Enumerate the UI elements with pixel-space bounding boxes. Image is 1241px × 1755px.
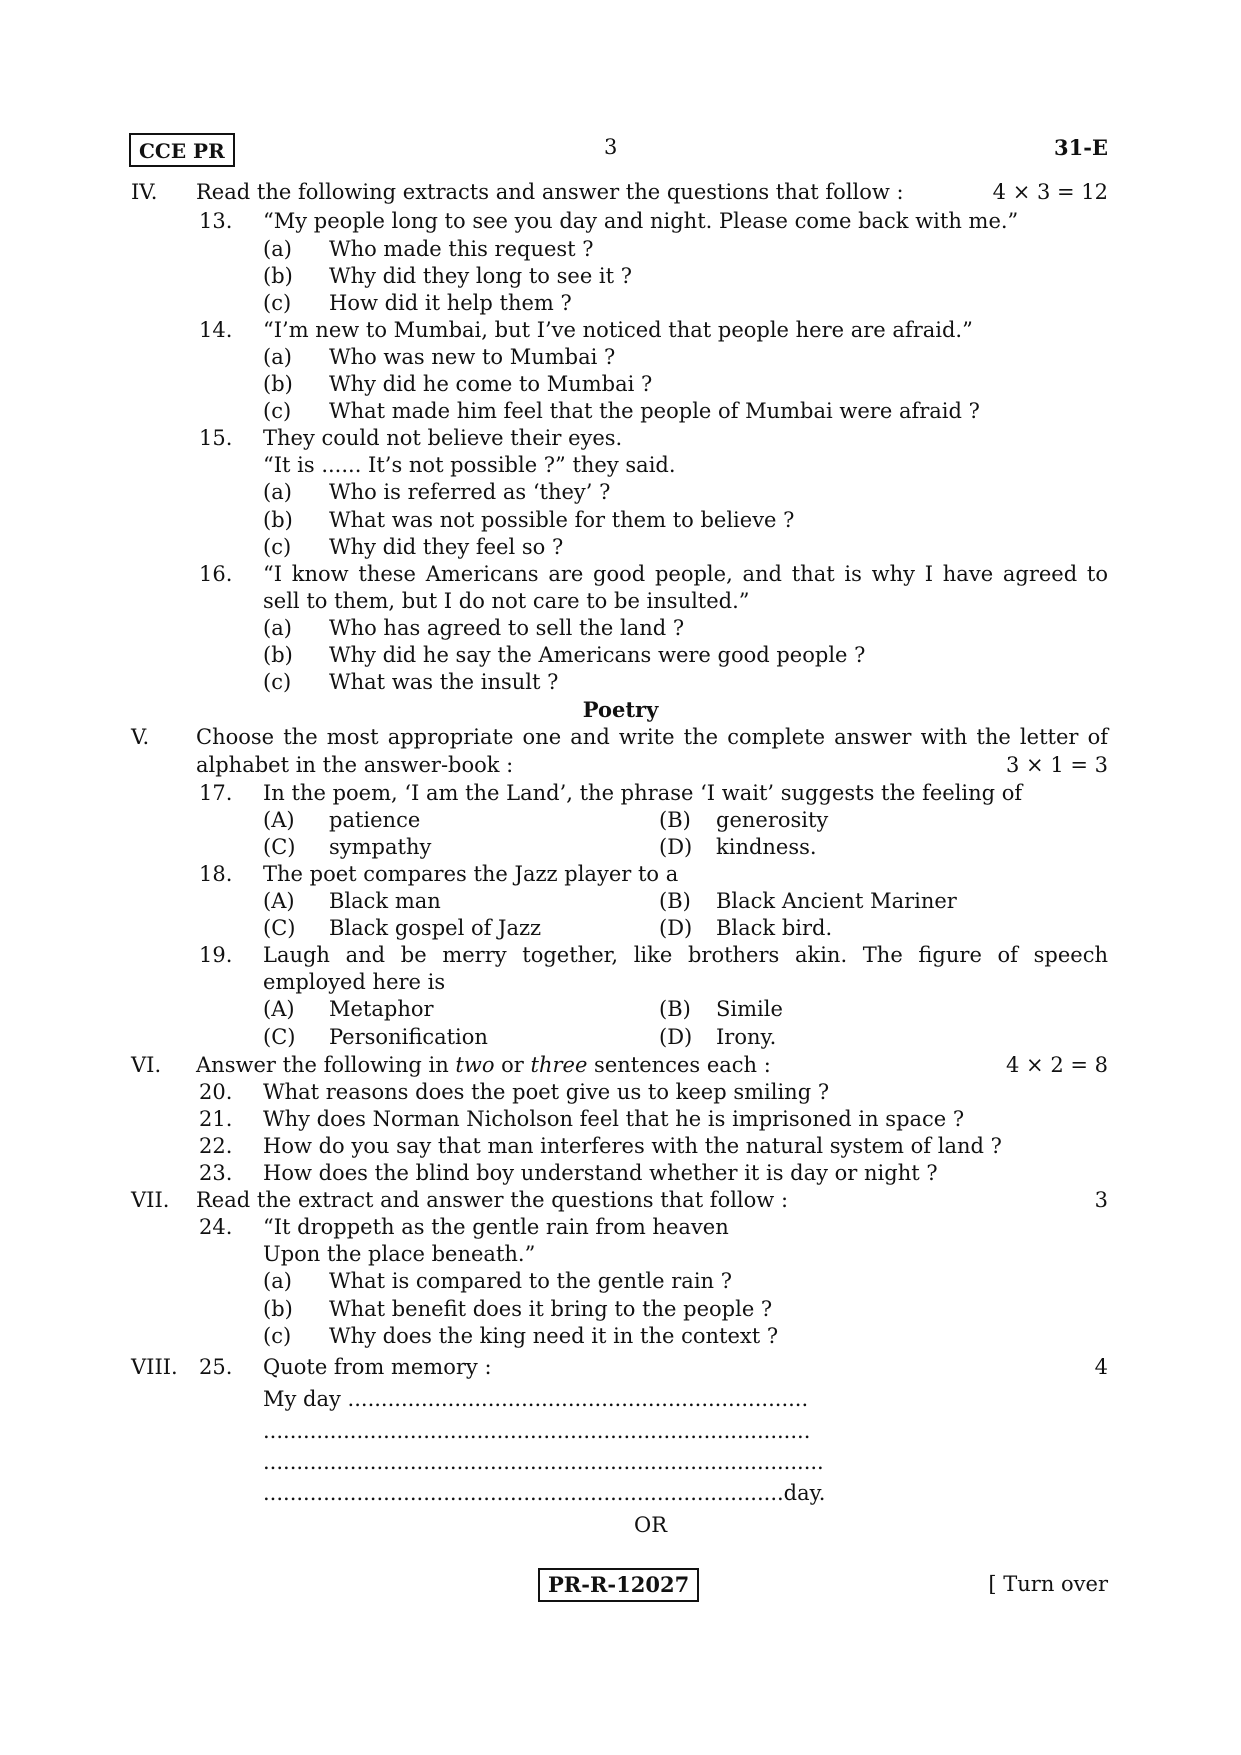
section-vii-marks: 3 — [1094, 1188, 1108, 1212]
q19-A-label: (A) — [263, 997, 295, 1021]
page-number: 3 — [604, 135, 618, 159]
q18-B-text: Black Ancient Mariner — [716, 889, 957, 913]
q21-number: 21. — [199, 1107, 233, 1131]
poetry-heading: Poetry — [582, 697, 659, 722]
q18-number: 18. — [199, 862, 233, 886]
q15-c-label: (c) — [263, 535, 292, 559]
q23-number: 23. — [199, 1161, 233, 1185]
q24-c-label: (c) — [263, 1324, 292, 1348]
q24-text-line1: “It droppeth as the gentle rain from heaven — [263, 1215, 729, 1239]
q17-A-text: patience — [329, 808, 421, 832]
q20-text: What reasons does the poet give us to keep smiling ? — [263, 1080, 830, 1104]
section-vi-number: VI. — [131, 1053, 162, 1077]
q14-a-label: (a) — [263, 345, 292, 369]
q24-b-text: What benefit does it bring to the people ? — [329, 1297, 773, 1321]
q19-B-text: Simile — [716, 997, 783, 1021]
q13-b-text: Why did they long to see it ? — [329, 264, 633, 288]
q13-b-label: (b) — [263, 264, 293, 288]
q14-c-label: (c) — [263, 399, 292, 423]
section-vii-instruction: Read the extract and answer the questions that follow : — [196, 1188, 789, 1212]
q15-b-label: (b) — [263, 508, 293, 532]
q15-text-line2: “It is ...... It’s not possible ?” they said. — [263, 453, 676, 477]
q16-c-label: (c) — [263, 670, 292, 694]
q25-answer-line4: ..............................................................................day. — [263, 1481, 826, 1505]
section-v-marks: 3 × 1 = 3 — [1006, 753, 1108, 777]
section-v-instruction-line1: Choose the most appropriate one and write the complete answer with the letter of — [196, 725, 1108, 749]
q17-text: In the poem, ‘I am the Land’, the phrase ‘I wait’ suggests the feeling of — [263, 781, 1023, 805]
q24-a-label: (a) — [263, 1269, 292, 1293]
q13-c-label: (c) — [263, 291, 292, 315]
q17-C-label: (C) — [263, 835, 296, 859]
q16-a-text: Who has agreed to sell the land ? — [329, 616, 685, 640]
q19-D-label: (D) — [659, 1025, 693, 1049]
q22-text: How do you say that man interferes with the natural system of land ? — [263, 1134, 1002, 1158]
q16-b-label: (b) — [263, 643, 293, 667]
q19-text-line1: Laugh and be merry together, like brothers akin. The figure of speech — [263, 943, 1108, 967]
q17-C-text: sympathy — [329, 835, 432, 859]
section-v-instruction-line2: alphabet in the answer-book : — [196, 753, 514, 777]
q16-number: 16. — [199, 562, 233, 586]
q15-a-text: Who is referred as ‘they’ ? — [329, 480, 611, 504]
q19-D-text: Irony. — [716, 1025, 777, 1049]
q14-text: “I’m new to Mumbai, but I’ve noticed that people here are afraid.” — [263, 318, 973, 342]
q19-text-line2: employed here is — [263, 970, 446, 994]
q16-text-line1: “I know these Americans are good people, and that is why I have agreed to — [263, 562, 1108, 586]
section-iv-instruction: Read the following extracts and answer the questions that follow : — [196, 180, 904, 204]
q17-A-label: (A) — [263, 808, 295, 832]
paper-code: 31-E — [1054, 135, 1108, 160]
q17-D-label: (D) — [659, 835, 693, 859]
section-vi-instruction: Answer the following in two or three sentences each : — [196, 1053, 771, 1077]
q24-number: 24. — [199, 1215, 233, 1239]
q17-D-text: kindness. — [716, 835, 817, 859]
q23-text: How does the blind boy understand whether it is day or night ? — [263, 1161, 938, 1185]
q13-c-text: How did it help them ? — [329, 291, 572, 315]
q15-a-label: (a) — [263, 480, 292, 504]
header-code: CCE PR — [139, 139, 225, 163]
q16-a-label: (a) — [263, 616, 292, 640]
q18-text: The poet compares the Jazz player to a — [263, 862, 679, 886]
q19-A-text: Metaphor — [329, 997, 434, 1021]
q18-D-text: Black bird. — [716, 916, 833, 940]
q15-number: 15. — [199, 426, 233, 450]
turn-over-text: [ Turn over — [988, 1572, 1108, 1596]
q17-B-text: generosity — [716, 808, 829, 832]
q21-text: Why does Norman Nicholson feel that he is imprisoned in space ? — [263, 1107, 965, 1131]
q17-number: 17. — [199, 781, 233, 805]
header-code-box — [129, 133, 235, 167]
section-vi-marks: 4 × 2 = 8 — [1006, 1053, 1108, 1077]
q18-A-text: Black man — [329, 889, 441, 913]
q15-b-text: What was not possible for them to believe ? — [329, 508, 795, 532]
q25-text: Quote from memory : — [263, 1355, 492, 1379]
q25-number: 25. — [199, 1355, 233, 1379]
q14-a-text: Who was new to Mumbai ? — [329, 345, 616, 369]
q14-b-label: (b) — [263, 372, 293, 396]
q13-a-label: (a) — [263, 237, 292, 261]
q16-text-line2: sell to them, but I do not care to be insulted.” — [263, 589, 750, 613]
q22-number: 22. — [199, 1134, 233, 1158]
q13-number: 13. — [199, 209, 233, 233]
section-iv-number: IV. — [131, 180, 158, 204]
q18-B-label: (B) — [659, 889, 691, 913]
q15-text-line1: They could not believe their eyes. — [263, 426, 623, 450]
q17-B-label: (B) — [659, 808, 691, 832]
q24-b-label: (b) — [263, 1297, 293, 1321]
q18-D-label: (D) — [659, 916, 693, 940]
section-vii-number: VII. — [131, 1188, 170, 1212]
section-v-number: V. — [131, 725, 150, 749]
q18-C-text: Black gospel of Jazz — [329, 916, 542, 940]
or-text: OR — [634, 1513, 668, 1537]
q25-answer-line1: My day ..................................................................... — [263, 1387, 809, 1411]
q24-c-text: Why does the king need it in the context ? — [329, 1324, 779, 1348]
q19-number: 19. — [199, 943, 233, 967]
q14-c-text: What made him feel that the people of Mumbai were afraid ? — [329, 399, 980, 423]
q14-number: 14. — [199, 318, 233, 342]
q20-number: 20. — [199, 1080, 233, 1104]
q15-c-text: Why did they feel so ? — [329, 535, 564, 559]
q18-A-label: (A) — [263, 889, 295, 913]
q18-C-label: (C) — [263, 916, 296, 940]
footer-code-box — [538, 1568, 699, 1602]
q13-a-text: Who made this request ? — [329, 237, 594, 261]
q25-answer-line3: .................................................................................... — [263, 1450, 824, 1474]
footer-code: PR-R-12027 — [548, 1572, 690, 1597]
q14-b-text: Why did he come to Mumbai ? — [329, 372, 653, 396]
q19-C-label: (C) — [263, 1025, 296, 1049]
section-viii-number: VIII. — [131, 1355, 178, 1379]
q19-B-label: (B) — [659, 997, 691, 1021]
section-viii-marks: 4 — [1094, 1355, 1108, 1379]
q19-C-text: Personification — [329, 1025, 488, 1049]
q24-text-line2: Upon the place beneath.” — [263, 1242, 536, 1266]
q16-b-text: Why did he say the Americans were good people ? — [329, 643, 866, 667]
section-iv-marks: 4 × 3 = 12 — [992, 180, 1108, 204]
q24-a-text: What is compared to the gentle rain ? — [329, 1269, 732, 1293]
q25-answer-line2: .................................................................................. — [263, 1419, 811, 1443]
q16-c-text: What was the insult ? — [329, 670, 559, 694]
q13-text: “My people long to see you day and night. Please come back with me.” — [263, 209, 1019, 233]
